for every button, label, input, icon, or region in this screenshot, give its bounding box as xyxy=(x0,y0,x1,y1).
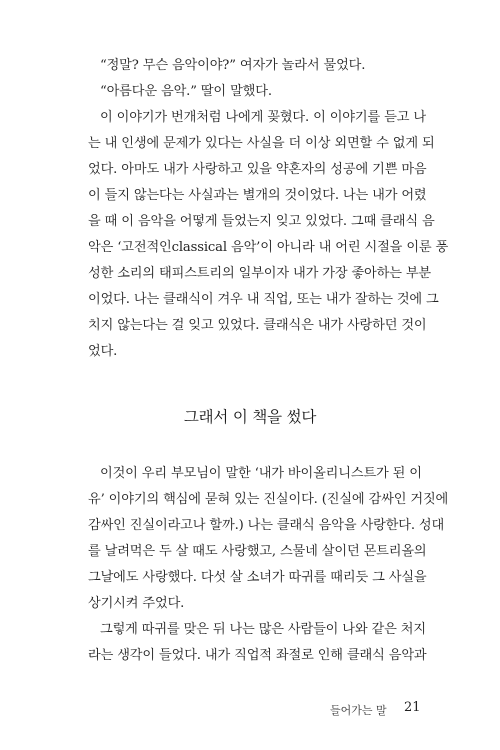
body-text-line: 그렇게 따귀를 맞은 뒤 나는 많은 사람들이 나와 같은 처지 xyxy=(100,622,426,637)
body-text-line: 유’ 이야기의 핵심에 묻혀 있는 진실이다. (진실에 감싸인 거짓에 xyxy=(88,492,449,507)
page-number: 21 xyxy=(404,700,421,715)
body-text-line: 이 이야기가 번개처럼 나에게 꽂혔다. 이 이야기를 듣고 나 xyxy=(100,110,426,125)
section-heading: 그래서 이 책을 썼다 xyxy=(183,408,317,426)
body-text-line: 었다. 아마도 내가 사랑하고 있을 약혼자의 성공에 기쁜 마음 xyxy=(88,162,427,177)
body-text-line: 를 날려먹은 두 살 때도 사랑했고, 스물네 살이던 몬트리올의 xyxy=(88,544,427,559)
dialogue-line: “정말? 무슨 음악이야?” 여자가 놀라서 물었다. xyxy=(100,58,366,73)
body-text-line: 악은 ‘고전적인classical 음악’이 아니라 내 어린 시절을 이룬 풍 xyxy=(88,240,449,255)
body-text-line: 그날에도 사랑했다. 다섯 살 소녀가 따귀를 때리듯 그 사실을 xyxy=(88,570,427,585)
body-text-line: 는 내 인생에 문제가 있다는 사실을 더 이상 외면할 수 없게 되 xyxy=(88,136,435,151)
body-text-line: 었다. xyxy=(88,344,118,359)
body-text-line: 상기시켜 주었다. xyxy=(88,596,185,611)
body-text-line: 성한 소리의 태피스트리의 일부이자 내가 가장 좋아하는 부분 xyxy=(88,266,432,281)
running-footer-section-label: 들어가는 말 xyxy=(330,704,387,717)
body-text-line: 감싸인 진실이라고나 할까.) 나는 클래식 음악을 사랑한다. 성대 xyxy=(88,518,445,533)
body-text-line: 이었다. 나는 클래식이 겨우 내 직업, 또는 내가 잘하는 것에 그 xyxy=(88,292,439,307)
body-text-line: 을 때 이 음악을 어떻게 들었는지 잊고 있었다. 그때 클래식 음 xyxy=(88,214,435,229)
body-text-line: 라는 생각이 들었다. 내가 직업적 좌절로 인해 클래식 음악과 xyxy=(88,648,427,663)
dialogue-line: “아름다운 음악.” 딸이 말했다. xyxy=(100,84,272,99)
body-text-line: 이것이 우리 부모님이 말한 ‘내가 바이올리니스트가 된 이 xyxy=(100,466,422,481)
body-text-line: 이 들지 않는다는 사실과는 별개의 것이었다. 나는 내가 어렸 xyxy=(88,188,427,203)
body-text-line: 치지 않는다는 걸 잊고 있었다. 클래식은 내가 사랑하던 것이 xyxy=(88,318,427,333)
